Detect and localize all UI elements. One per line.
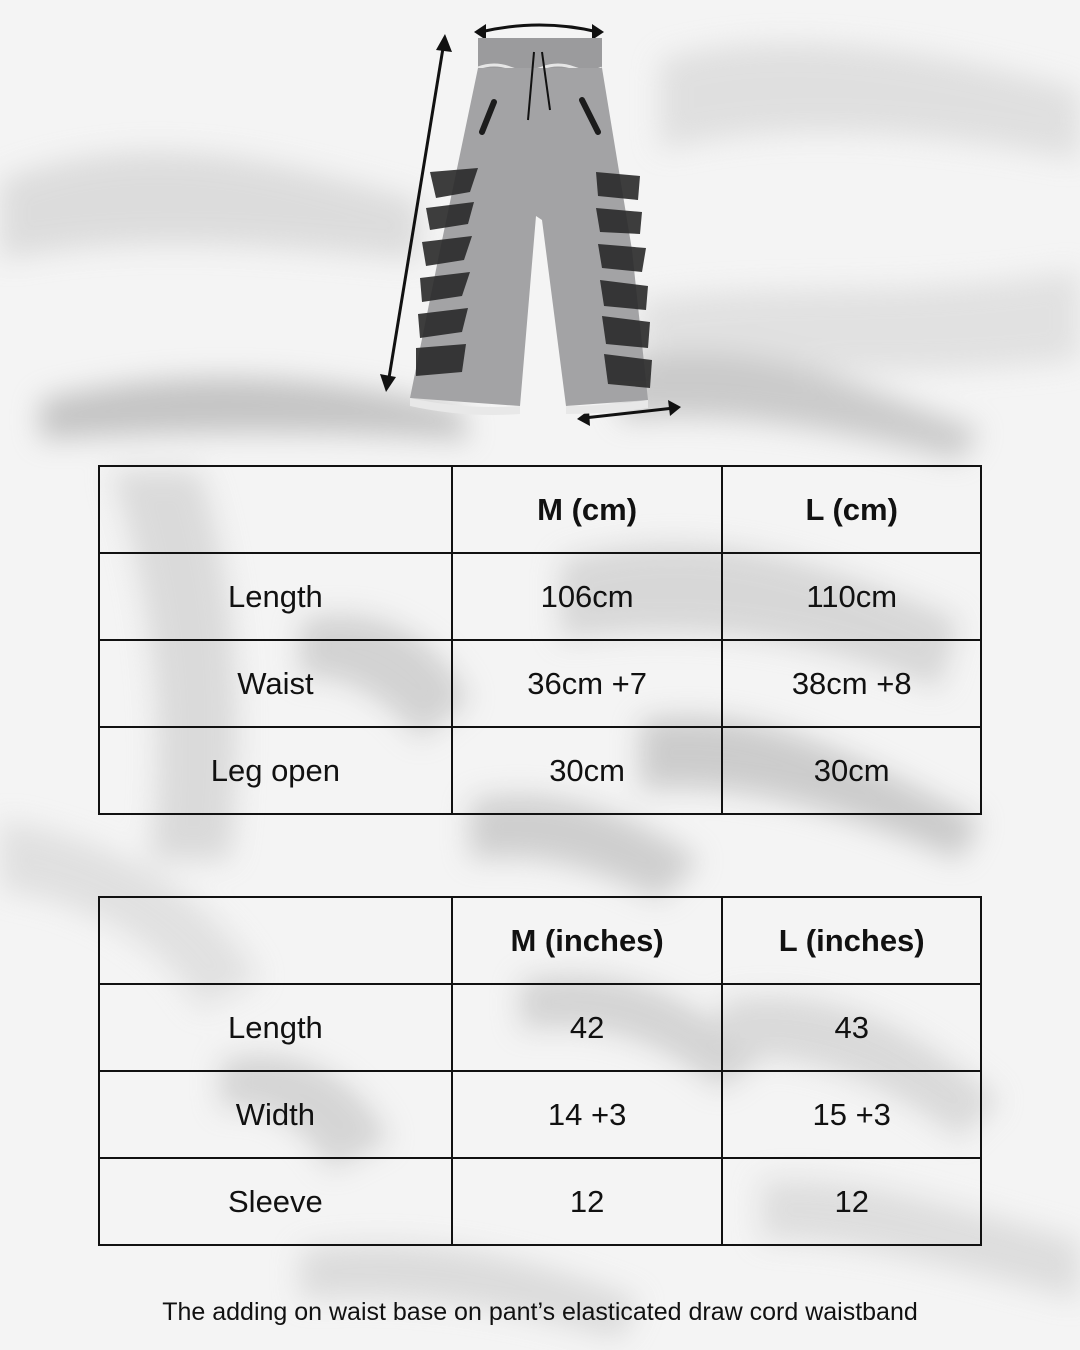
cell-size-l: 110cm xyxy=(722,553,981,640)
table-header-row xyxy=(99,897,981,984)
sweatpants xyxy=(410,38,652,415)
row-label: Sleeve xyxy=(99,1158,452,1245)
row-label: Length xyxy=(99,984,452,1071)
table-row xyxy=(99,640,981,727)
cell-size-l: 38cm +8 xyxy=(722,640,981,727)
header-size-m: M (inches) xyxy=(452,897,723,984)
header-size-l: L (inches) xyxy=(722,897,981,984)
table-row xyxy=(99,553,981,640)
cell-size-m: 12 xyxy=(452,1158,723,1245)
row-label: Length xyxy=(99,553,452,640)
table-row xyxy=(99,727,981,814)
waist-measure-arrow xyxy=(474,24,604,40)
row-label: Waist xyxy=(99,640,452,727)
cell-size-m: 36cm +7 xyxy=(452,640,723,727)
header-size-m: M (cm) xyxy=(452,466,723,553)
product-image xyxy=(370,10,700,430)
table-row xyxy=(99,984,981,1071)
header-blank-cell xyxy=(99,897,452,984)
size-chart-inches xyxy=(98,896,982,1246)
cell-size-l: 12 xyxy=(722,1158,981,1245)
table-header-row xyxy=(99,466,981,553)
cell-size-m: 14 +3 xyxy=(452,1071,723,1158)
cell-size-l: 15 +3 xyxy=(722,1071,981,1158)
header-size-l: L (cm) xyxy=(722,466,981,553)
header-blank-cell xyxy=(99,466,452,553)
row-label: Width xyxy=(99,1071,452,1158)
cell-size-l: 43 xyxy=(722,984,981,1071)
cell-size-l: 30cm xyxy=(722,727,981,814)
size-chart-cm xyxy=(98,465,982,815)
footnote: The adding on waist base on pant’s elasticated draw cord waistband xyxy=(162,1298,918,1326)
cell-size-m: 106cm xyxy=(452,553,723,640)
table-row xyxy=(99,1158,981,1245)
cell-size-m: 30cm xyxy=(452,727,723,814)
table-row xyxy=(99,1071,981,1158)
row-label: Leg open xyxy=(99,727,452,814)
cell-size-m: 42 xyxy=(452,984,723,1071)
